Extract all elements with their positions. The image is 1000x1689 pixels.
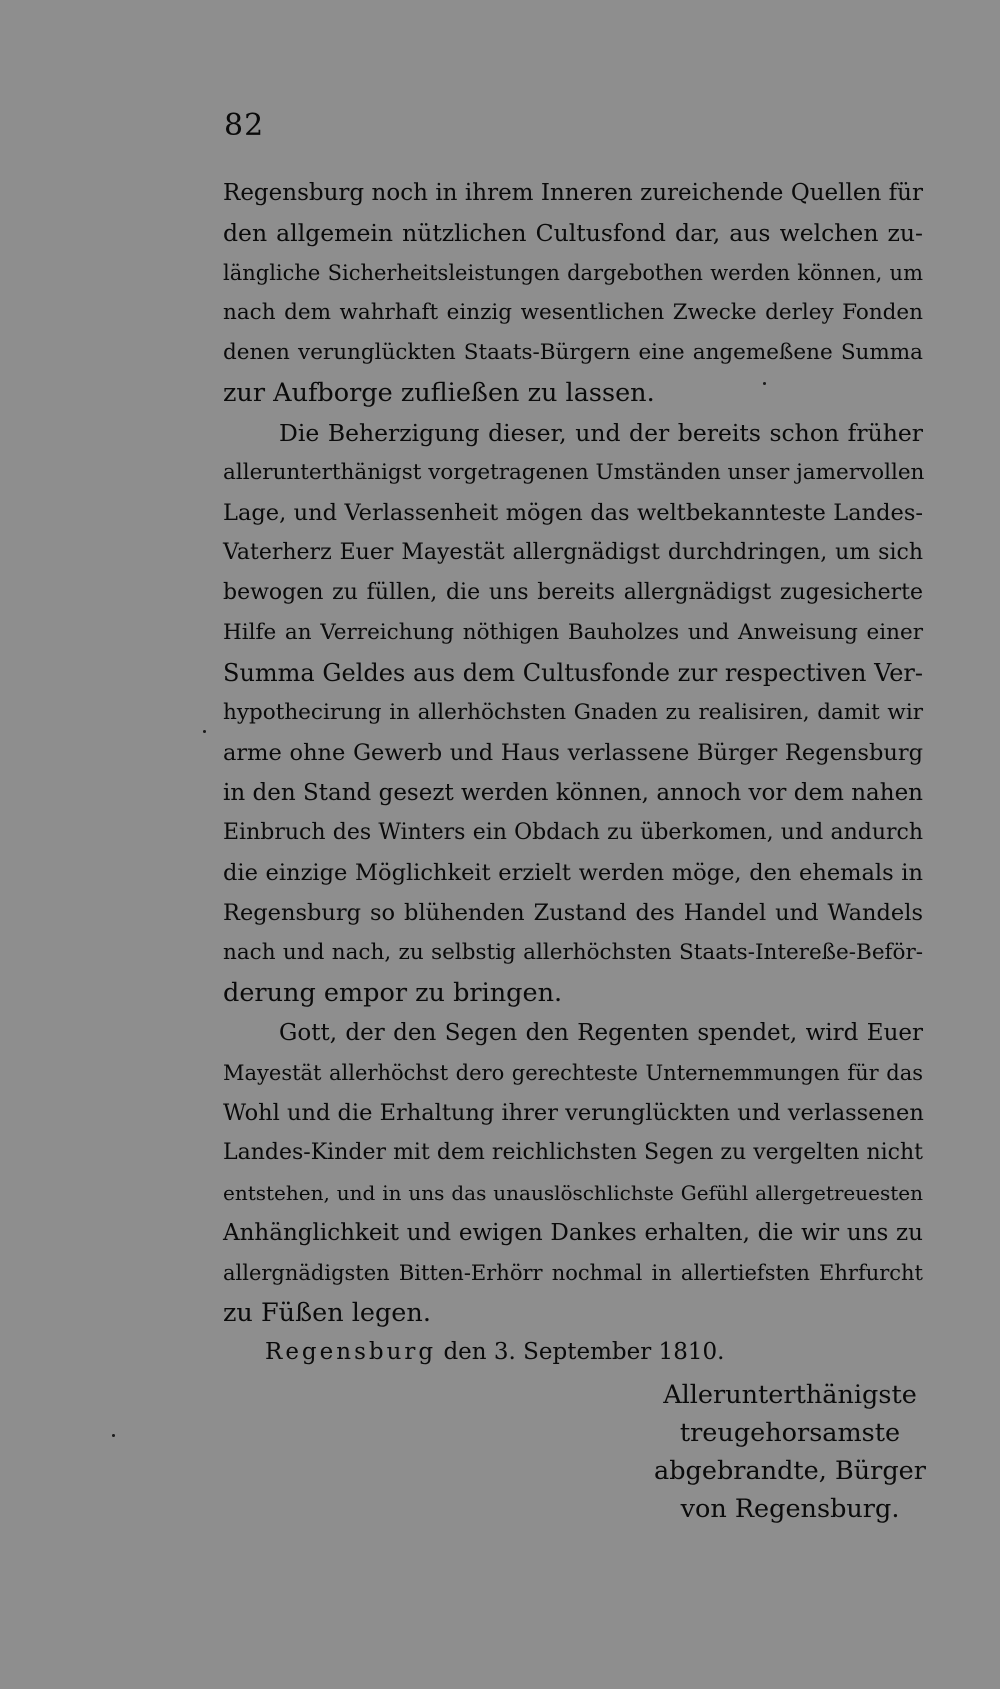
text-line: Die Beherzigung dieser, und der bereits schon früher xyxy=(279,419,923,447)
signature-line: treugehorsamste xyxy=(679,1418,901,1448)
text-line: hypothecirung in allerhöchsten Gnaden zu realisiren, damit wir xyxy=(223,700,923,725)
signature-block xyxy=(640,1376,940,1528)
text-line: Lage, und Verlassenheit mögen das weltbekannteste Landes- xyxy=(223,500,923,526)
text-line: Wohl und die Erhaltung ihrer verunglückten und verlassenen xyxy=(223,1100,924,1126)
signature-line: Allerunterthänigste xyxy=(663,1380,917,1410)
text-line: Regensburg noch in ihrem Inneren zureichende Quellen für xyxy=(223,180,923,206)
dateline-date: den 3. September 1810. xyxy=(443,1339,725,1365)
dateline xyxy=(265,1336,724,1368)
text-line: Mayestät allerhöchst dero gerechteste Unternemmungen für das xyxy=(223,1061,923,1085)
text-line: derung empor zu bringen. xyxy=(223,978,563,1008)
text-line: Hilfe an Verreichung nöthigen Bauholzes und Anweisung einer xyxy=(223,620,923,645)
paragraph-2 xyxy=(223,413,923,1013)
text-line: allergnädigsten Bitten-Erhörr nochmal in allertiefsten Ehrfurcht xyxy=(223,1261,923,1285)
text-line: bewogen zu füllen, die uns bereits allergnädigst zugesicherte xyxy=(223,580,923,605)
text-line: längliche Sicherheitsleistungen dargebothen werden können, um xyxy=(223,261,923,285)
text-line: allerunterthänigst vorgetragenen Umständen unser jamervollen xyxy=(223,460,925,485)
text-line: entstehen, und in uns das unauslöschlichste Gefühl allergetreuesten xyxy=(223,1181,923,1205)
text-line: Vaterherz Euer Mayestät allergnädigst durchdringen, um sich xyxy=(223,540,923,565)
signature-line: von Regensburg. xyxy=(680,1494,900,1524)
text-line: Einbruch des Winters ein Obdach zu überkomen, und andurch xyxy=(223,820,923,845)
scan-speck xyxy=(203,730,206,733)
dateline-city: Regensburg xyxy=(265,1339,437,1365)
text-line: die einzige Möglichkeit erzielt werden möge, den ehemals in xyxy=(223,860,923,886)
text-line: nach dem wahrhaft einzig wesentlichen Zwecke derley Fonden xyxy=(223,300,923,325)
text-line: Gott, der den Segen den Regenten spendet, wird Euer xyxy=(279,1020,923,1046)
signature-line: abgebrandte, Bürger xyxy=(654,1456,926,1486)
text-line: in den Stand gesezt werden können, annoch vor dem nahen xyxy=(223,780,923,806)
text-line: arme ohne Gewerb und Haus verlassene Bürger Regensburg xyxy=(223,740,923,766)
text-line: den allgemein nützlichen Cultusfond dar, aus welchen zu- xyxy=(223,219,923,247)
text-line: Summa Geldes aus dem Cultusfonde zur respectiven Ver- xyxy=(223,659,923,687)
paragraph-1 xyxy=(223,173,923,413)
scan-speck xyxy=(763,382,766,385)
scan-speck xyxy=(112,1434,115,1437)
text-line: Landes-Kinder mit dem reichlichsten Segen zu vergelten nicht xyxy=(223,1140,923,1165)
text-line: zu Füßen legen. xyxy=(223,1298,431,1328)
text-line: nach und nach, zu selbstig allerhöchsten Staats-Intereße-Beför- xyxy=(223,940,923,965)
text-line: zur Aufborge zufließen zu lassen. xyxy=(223,378,655,408)
page-number: 82 xyxy=(224,108,265,143)
text-line: Anhänglichkeit und ewigen Dankes erhalten, die wir uns zu xyxy=(223,1220,923,1246)
paragraph-3 xyxy=(223,1013,923,1333)
text-line: Regensburg so blühenden Zustand des Handel und Wandels xyxy=(223,900,923,926)
text-line: denen verunglückten Staats-Bürgern eine angemeßene Summa xyxy=(223,340,923,365)
